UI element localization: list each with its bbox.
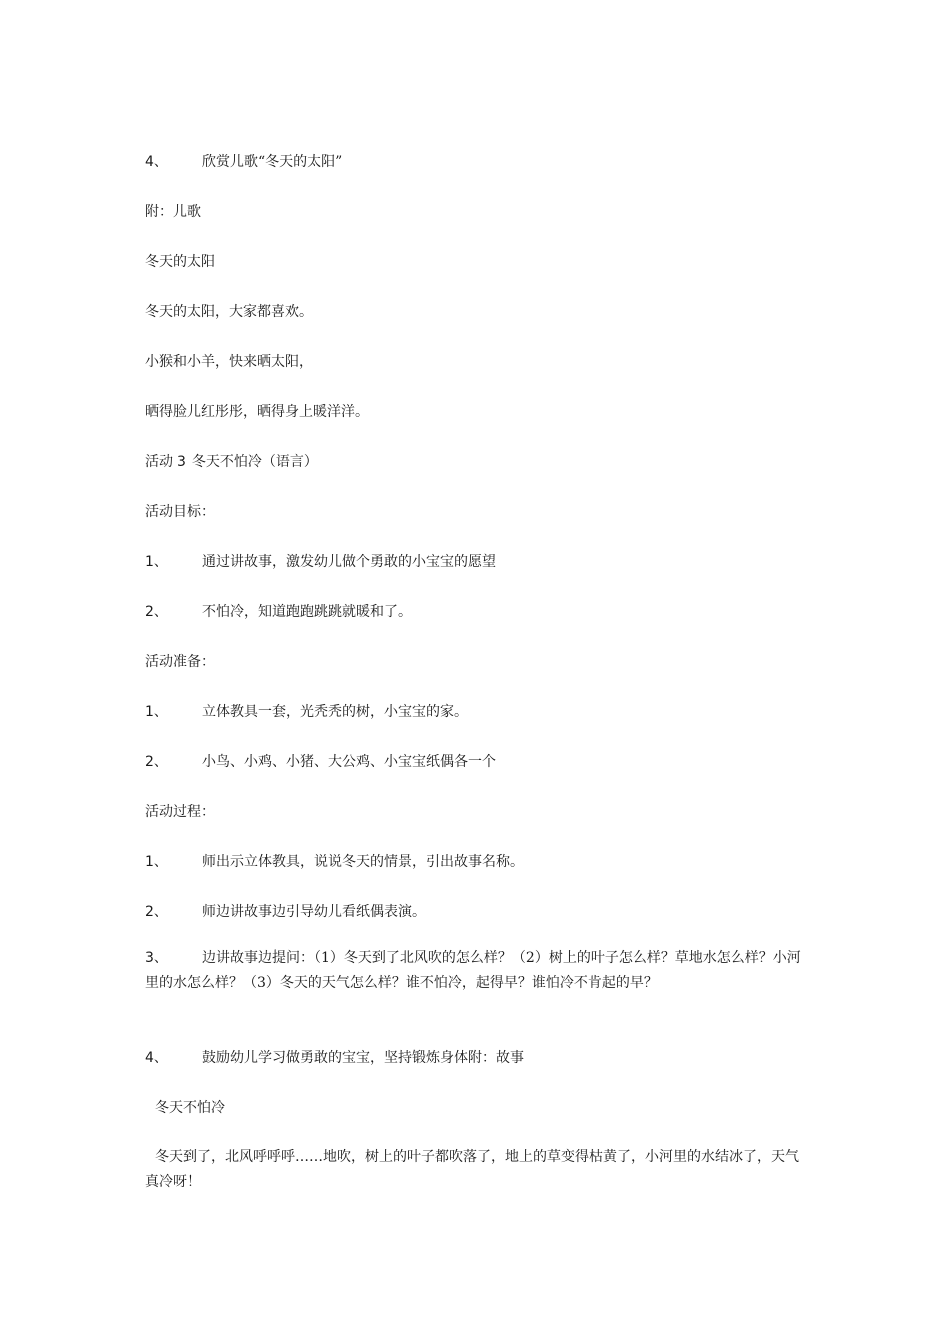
list-number: 1、	[145, 704, 168, 720]
item-4-appreciate-song	[145, 152, 342, 172]
list-text: 鼓励幼儿学习做勇敢的宝宝，坚持锻炼身体附：故事	[202, 1050, 524, 1066]
process-item-2	[145, 902, 426, 922]
song-line-3: 晒得脸儿红彤彤，晒得身上暖洋洋。	[145, 404, 369, 420]
list-text: 师出示立体教具，说说冬天的情景，引出故事名称。	[202, 854, 524, 870]
section-goals: 活动目标：	[145, 504, 215, 520]
list-number: 1、	[145, 554, 168, 570]
list-text: 师边讲故事边引导幼儿看纸偶表演。	[202, 904, 426, 920]
story-paragraph: 冬天到了，北风呼呼呼……地吹，树上的叶子都吹落了，地上的草变得枯黄了，小河里的水结冰了，天气真冷呀！	[145, 1149, 799, 1190]
list-text: 立体教具一套，光秃秃的树，小宝宝的家。	[202, 704, 468, 720]
story-title: 冬天不怕冷	[155, 1100, 225, 1116]
appendix-label: 附：儿歌	[145, 204, 201, 220]
song-line-2: 小猴和小羊，快来晒太阳，	[145, 354, 313, 370]
section-preparation: 活动准备：	[145, 654, 215, 670]
prep-item-2	[145, 752, 496, 772]
list-number: 3、	[145, 950, 168, 966]
song-title: 冬天的太阳	[145, 254, 215, 270]
prep-item-1	[145, 702, 468, 722]
list-text: 通过讲故事，激发幼儿做个勇敢的小宝宝的愿望	[202, 554, 496, 570]
list-text: 不怕冷，知道跑跑跳跳就暖和了。	[202, 604, 412, 620]
song-line-1: 冬天的太阳，大家都喜欢。	[145, 304, 313, 320]
activity-3-heading	[145, 452, 318, 472]
list-number: 4、	[145, 154, 168, 170]
activity-title: 冬天不怕冷（语言）	[191, 454, 318, 470]
process-item-3	[145, 946, 810, 996]
list-text: 欣赏儿歌“冬天的太阳”	[202, 154, 343, 170]
list-text: 边讲故事边提问：（1）冬天到了北风吹的怎么样？（2）树上的叶子怎么样？草地水怎么样？小河里的水怎么样？（3）冬天的天气怎么样？谁不怕冷，起得早？谁怕冷不肯起的早？	[145, 950, 801, 991]
list-number: 1、	[145, 854, 168, 870]
list-number: 2、	[145, 904, 168, 920]
activity-prefix: 活动	[145, 454, 173, 470]
section-process: 活动过程：	[145, 804, 215, 820]
goal-item-2	[145, 602, 412, 622]
goal-item-1	[145, 552, 496, 572]
activity-number: 3	[177, 454, 186, 470]
list-number: 2、	[145, 754, 168, 770]
process-item-1	[145, 852, 524, 872]
list-number: 4、	[145, 1050, 168, 1066]
list-text: 小鸟、小鸡、小猪、大公鸡、小宝宝纸偶各一个	[202, 754, 496, 770]
process-item-4	[145, 1048, 524, 1068]
list-number: 2、	[145, 604, 168, 620]
